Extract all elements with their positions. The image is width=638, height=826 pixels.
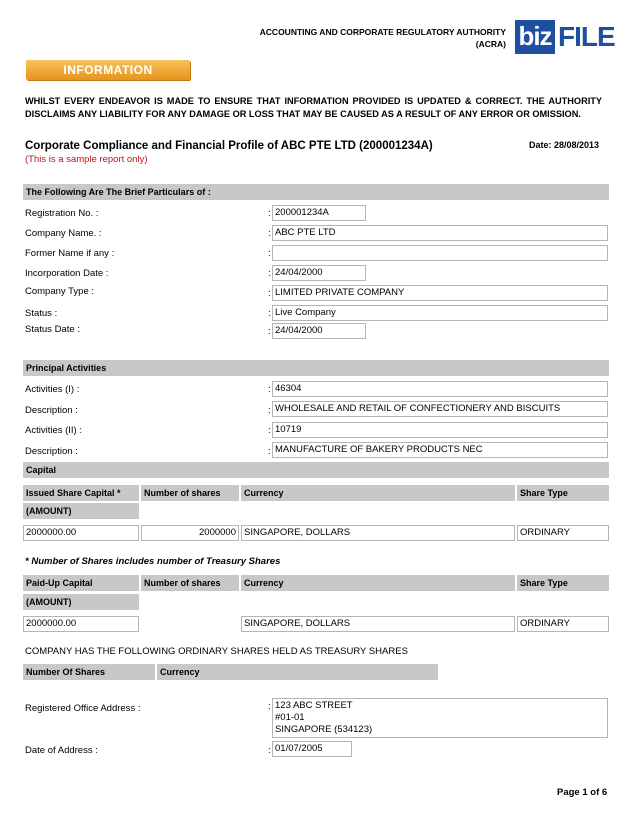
status-date-value: 24/04/2000	[272, 323, 366, 339]
paidup-share-type-value: ORDINARY	[517, 616, 609, 632]
address-line2: #01-01	[275, 712, 305, 723]
colon: :	[268, 288, 271, 299]
date-of-address-label: Date of Address :	[25, 745, 98, 756]
number-of-shares-header: Number of shares	[141, 485, 239, 501]
paidup-currency-header: Currency	[241, 575, 515, 591]
logo-file-text: FILE	[558, 21, 615, 52]
colon: :	[268, 384, 271, 395]
company-name-label: Company Name. :	[25, 228, 102, 239]
report-title: Corporate Compliance and Financial Profile of ABC PTE LTD (200001234A)	[25, 140, 433, 152]
address-line3: SINGAPORE (534123)	[275, 724, 373, 735]
treasury-shares-note: * Number of Shares includes number of Treasury Shares	[25, 556, 281, 567]
colon: :	[268, 228, 271, 239]
page-number: Page 1 of 6	[557, 787, 608, 798]
currency-header: Currency	[241, 485, 515, 501]
registered-office-address-value	[272, 698, 608, 738]
paidup-share-type-header: Share Type	[517, 575, 609, 591]
paidup-amount-subheader: (AMOUNT)	[23, 594, 139, 610]
colon: :	[268, 208, 271, 219]
colon: :	[268, 248, 271, 259]
status-value: Live Company	[272, 305, 608, 321]
paidup-number-of-shares-header: Number of shares	[141, 575, 239, 591]
colon: :	[268, 308, 271, 319]
colon: :	[268, 405, 271, 416]
status-label: Status :	[25, 308, 58, 319]
former-name-label: Former Name if any :	[25, 248, 115, 259]
description-2-label: Description :	[25, 446, 78, 457]
issued-shares-value: 2000000	[141, 525, 239, 541]
sample-notice: (This is a sample report only)	[25, 154, 148, 165]
issued-share-capital-header: Issued Share Capital *	[23, 485, 139, 501]
colon: :	[268, 268, 271, 279]
information-resources-banner: INFORMATION RESOURCES	[26, 60, 190, 80]
bizfile-logo	[515, 20, 615, 54]
agency-name-line2: (ACRA)	[475, 39, 506, 49]
registration-no-value: 200001234A	[272, 205, 366, 221]
activities-1-value: 46304	[272, 381, 608, 397]
colon: :	[268, 701, 271, 712]
disclaimer-text: WHILST EVERY ENDEAVOR IS MADE TO ENSURE THAT INFORMATION PROVIDED IS UPDATED & CORRECT. THE AUTHORITY DISCLAIMS ANY LIABILITY FOR ANY DAMAGE OR LOSS THAT MAY BE CAUSED AS A RESULT OF ANY ERROR OR OMISSION.	[25, 96, 602, 119]
particulars-heading: The Following Are The Brief Particulars of :	[23, 184, 609, 200]
issued-share-type-value: ORDINARY	[517, 525, 609, 541]
activities-1-label: Activities (I) :	[25, 384, 80, 395]
logo-biz-text: biz	[515, 20, 555, 54]
status-date-label: Status Date :	[25, 324, 80, 335]
share-type-header: Share Type	[517, 485, 609, 501]
description-1-label: Description :	[25, 405, 78, 416]
former-name-value	[272, 245, 608, 261]
activities-2-value: 10719	[272, 422, 608, 438]
address-line1: 123 ABC STREET	[275, 700, 353, 711]
treasury-shares-text: COMPANY HAS THE FOLLOWING ORDINARY SHARES HELD AS TREASURY SHARES	[25, 646, 408, 657]
company-type-value: LIMITED PRIVATE COMPANY	[272, 285, 608, 301]
description-2-value: MANUFACTURE OF BAKERY PRODUCTS NEC	[272, 442, 608, 458]
registration-no-label: Registration No. :	[25, 208, 99, 219]
registered-office-address-label: Registered Office Address :	[25, 703, 141, 714]
incorporation-date-label: Incorporation Date :	[25, 268, 109, 279]
colon: :	[268, 326, 271, 337]
treasury-currency-header: Currency	[157, 664, 438, 680]
colon: :	[268, 425, 271, 436]
description-1-value: WHOLESALE AND RETAIL OF CONFECTIONERY AND BISCUITS	[272, 401, 608, 417]
principal-activities-heading: Principal Activities	[23, 360, 609, 376]
company-name-value: ABC PTE LTD	[272, 225, 608, 241]
issued-amount-value: 2000000.00	[23, 525, 139, 541]
capital-heading: Capital	[23, 462, 609, 478]
company-type-label: Company Type :	[25, 286, 95, 297]
agency-name	[206, 26, 506, 50]
agency-name-line1: ACCOUNTING AND CORPORATE REGULATORY AUTHORITY	[259, 27, 506, 37]
paidup-currency-value: SINGAPORE, DOLLARS	[241, 616, 515, 632]
issued-currency-value: SINGAPORE, DOLLARS	[241, 525, 515, 541]
colon: :	[268, 745, 271, 756]
incorporation-date-value: 24/04/2000	[272, 265, 366, 281]
treasury-number-of-shares-header: Number Of Shares	[23, 664, 155, 680]
paid-up-capital-header: Paid-Up Capital	[23, 575, 139, 591]
amount-subheader: (AMOUNT)	[23, 503, 139, 519]
report-date: Date: 28/08/2013	[529, 140, 600, 150]
paidup-amount-value: 2000000.00	[23, 616, 139, 632]
date-of-address-value: 01/07/2005	[272, 741, 352, 757]
colon: :	[268, 446, 271, 457]
activities-2-label: Activities (II) :	[25, 425, 83, 436]
